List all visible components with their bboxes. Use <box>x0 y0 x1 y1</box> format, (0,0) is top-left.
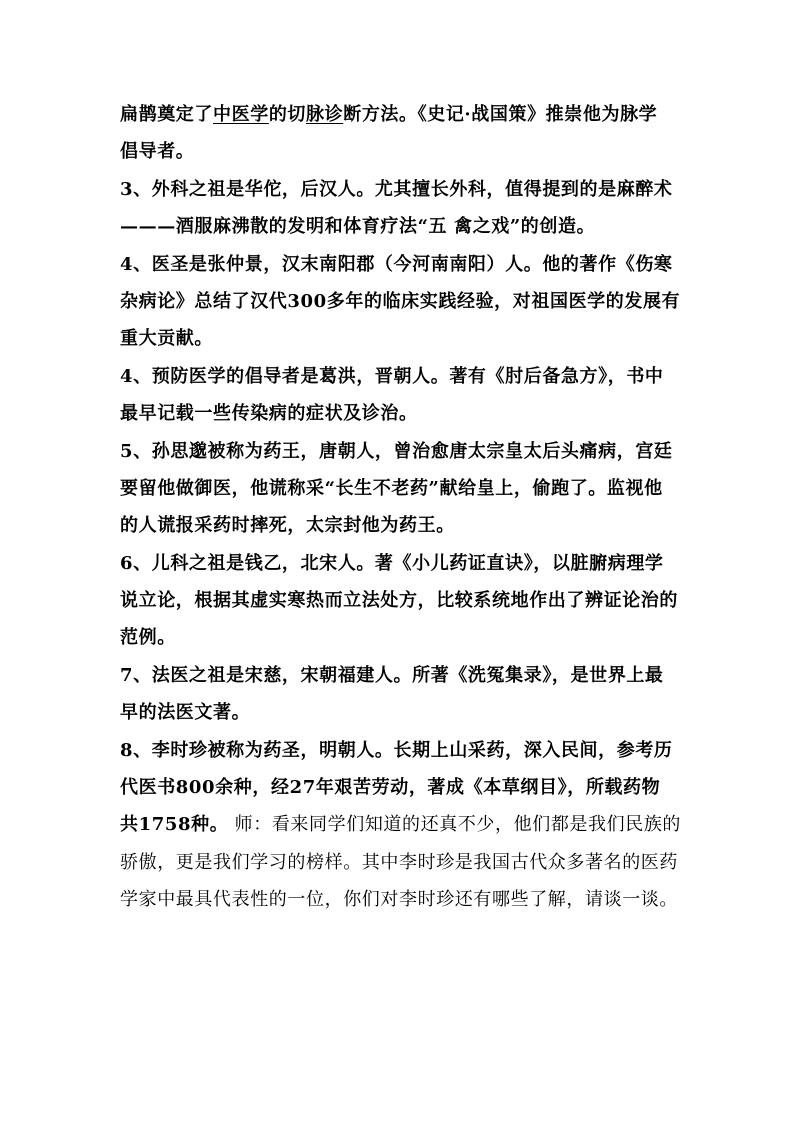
teacher-remark: 师：看来同学们知道的还真不少，他们都是我们民族的 <box>228 814 682 836</box>
text-segment: 扁鹊奠定了 <box>120 104 213 125</box>
text-line: 要留他做御医，他谎称采“长生不老药”献给皇上，偷跑了。监视他 <box>120 477 663 499</box>
text-segment: 断方法。《史记·战国策》推崇他为脉学 <box>343 104 658 125</box>
document-page <box>120 96 680 919</box>
text-line: 代医书800余种，经27年艰苦劳动，著成《本草纲目》，所载药物 <box>120 777 661 799</box>
text-line: 学家中最具代表性的一位，你们对李时珍还有哪些了解，请谈一谈。 <box>120 889 678 911</box>
text-line <box>120 96 680 133</box>
text-line: 7、法医之祖是宋慈，宋朝福建人。所著《洗冤集录》，是世界上最 <box>120 664 664 686</box>
text-line: 重大贡献。 <box>120 328 213 350</box>
text-line: 4、预防医学的倡导者是葛洪，晋朝人。著有《肘后备急方》，书中 <box>120 365 664 387</box>
text-line: 5、孙思邈被称为药王，唐朝人，曾治愈唐太宗皇太后头痛病，宫廷 <box>120 440 673 462</box>
text-line: 杂病论》总结了汉代300多年的临床实践经验，对祖国医学的发展有 <box>120 290 681 312</box>
underlined-term: 脉诊 <box>306 104 344 125</box>
text-line: 3、外科之祖是华佗，后汉人。尤其擅长外科，值得提到的是麻醉术 <box>120 178 673 200</box>
text-line: 最早记载一些传染病的症状及诊治。 <box>120 403 418 425</box>
text-segment: 的切 <box>268 104 307 125</box>
text-line: 范例。 <box>120 627 176 649</box>
text-line: 6、儿科之祖是钱乙，北宋人。著《小儿药证直诀》，以脏腑病理学 <box>120 552 664 574</box>
text-line: 倡导者。 <box>120 141 195 163</box>
text-line: 说立论，根据其虚实寒热而立法处方，比较系统地作出了辨证论治的 <box>120 590 678 612</box>
text-line: 的人谎报采药时摔死，太宗封他为药王。 <box>120 515 455 537</box>
text-line: 早的法医文著。 <box>120 702 251 724</box>
text-line <box>120 806 680 843</box>
text-line: 骄傲，更是我们学习的榜样。其中李时珍是我国古代众多著名的医药 <box>120 851 678 873</box>
text-line: 8、李时珍被称为药圣，明朝人。长期上山采药，深入民间，参考历 <box>120 739 673 761</box>
underlined-term: 中医学 <box>213 104 269 125</box>
text-segment: 共1758种。 <box>120 814 229 836</box>
text-line: 4、医圣是张仲景，汉末南阳郡（今河南南阳）人。他的著作《伤寒 <box>120 253 673 275</box>
text-line: ———酒服麻沸散的发明和体育疗法“五 禽之戏”的创造。 <box>120 216 596 238</box>
